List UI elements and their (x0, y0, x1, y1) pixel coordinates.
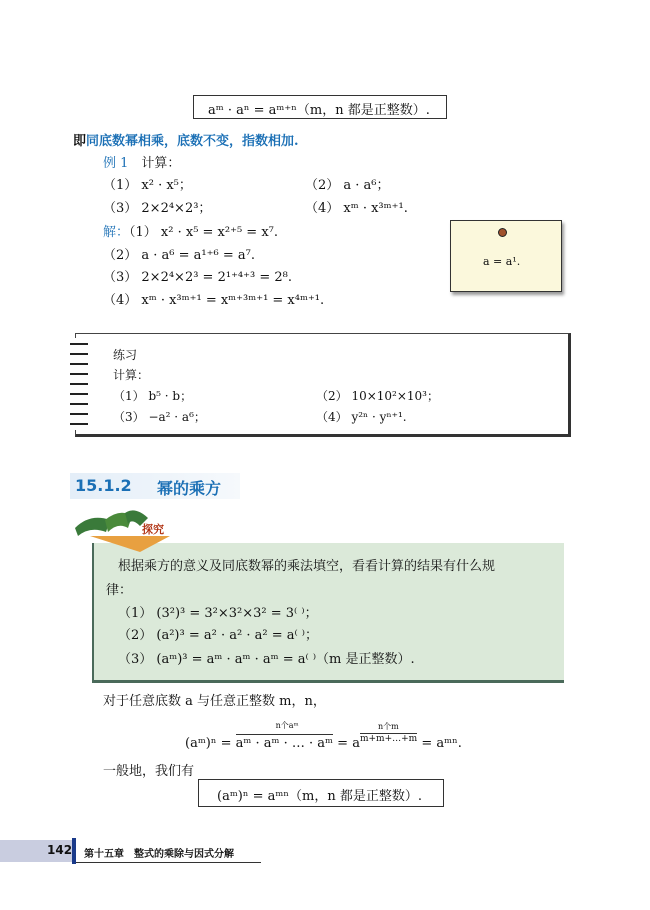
practice-item: （3） −a² · a⁶； (113, 410, 206, 424)
brace-group-1 (235, 721, 334, 751)
footer-underline (76, 862, 261, 863)
section-heading (70, 473, 240, 499)
practice-title: 练习 (113, 348, 138, 362)
pin-icon (498, 228, 507, 237)
rule1-description (73, 130, 299, 149)
derivation-product: aᵐ · aᵐ · … · aᵐ (235, 736, 334, 751)
derivation-exponent: m+m+…+m (359, 734, 418, 744)
practice-item: （1） b⁵ · b； (113, 389, 193, 403)
rule2-formula: (aᵐ)ⁿ = aᵐⁿ（m，n 都是正整数）. (217, 789, 422, 804)
example-item: （2） a · a⁶； (305, 178, 390, 193)
derivation-rhs: = aᵐⁿ. (421, 736, 462, 751)
derivation-lhs: (aᵐ)ⁿ = (185, 736, 232, 751)
section-title: 幂的乘方 (157, 479, 222, 498)
example-prompt: 计算： (141, 156, 181, 171)
spiral-binding-icon (70, 338, 88, 430)
brace-label-1: n个aᵐ (275, 721, 299, 730)
explore-item: （1） (3²)³ = 3²×3²×3² = 3⁽ ⁾； (118, 606, 318, 621)
solution-line: （3） 2×2⁴×2³ = 2¹⁺⁴⁺³ = 2⁸. (103, 270, 292, 285)
practice-box (75, 333, 571, 437)
example-heading (103, 152, 180, 171)
footer-divider (72, 838, 76, 864)
section-number: 15.1.2 (75, 476, 132, 495)
rule1-box (193, 95, 447, 119)
rule1-prefix: 即 (73, 134, 87, 149)
sticky-note (450, 220, 562, 292)
solution-line: （4） xᵐ · x³ᵐ⁺¹ = xᵐ⁺³ᵐ⁺¹ = x⁴ᵐ⁺¹. (103, 293, 325, 308)
explore-item: （2） (a²)³ = a² · a² · a² = a⁽ ⁾； (118, 628, 318, 643)
chapter-title: 第十五章 整式的乘除与因式分解 (84, 849, 234, 860)
rule1-formula: aᵐ · aⁿ = aᵐ⁺ⁿ（m，n 都是正整数）. (208, 103, 430, 118)
note-text: a = a¹. (483, 255, 521, 268)
explore-intro-cont: 律： (106, 583, 133, 598)
brace-label-2: n个m (377, 722, 399, 731)
example-label: 例 1 (103, 156, 129, 171)
general-derivation (185, 721, 462, 751)
solution-line: （2） a · a⁶ = a¹⁺⁶ = a⁷. (103, 248, 255, 263)
rule1-desc-text: 同底数幂相乘，底数不变，指数相加. (86, 134, 299, 149)
practice-item: （4） y²ⁿ · yⁿ⁺¹. (316, 410, 407, 424)
example-item: （4） xᵐ · x³ᵐ⁺¹. (305, 201, 408, 216)
page-number: 142 (47, 843, 73, 857)
solution-text: （1） x² · x⁵ = x²⁺⁵ = x⁷. (129, 225, 279, 240)
explore-badge: 探究 (142, 523, 164, 536)
example-item: （3） 2×2⁴×2³； (103, 201, 212, 216)
solution-line (103, 221, 278, 240)
rule2-box (198, 779, 444, 807)
general-line1: 对于任意底数 a 与任意正整数 m，n， (103, 694, 326, 709)
explore-box (92, 543, 564, 683)
brace-group-2 (359, 722, 418, 744)
derivation-eq: = a (337, 736, 360, 751)
practice-item: （2） 10×10²×10³； (316, 389, 439, 403)
example-item: （1） x² · x⁵； (103, 178, 192, 193)
explore-intro: 根据乘方的意义及同底数幂的乘法填空，看看计算的结果有什么规 (118, 559, 496, 574)
practice-prompt: 计算： (113, 368, 150, 382)
general-line2: 一般地，我们有 (103, 764, 195, 779)
solution-label: 解： (103, 225, 130, 240)
explore-item: （3） (aᵐ)³ = aᵐ · aᵐ · aᵐ = a⁽ ⁾（m 是正整数）. (118, 652, 415, 667)
